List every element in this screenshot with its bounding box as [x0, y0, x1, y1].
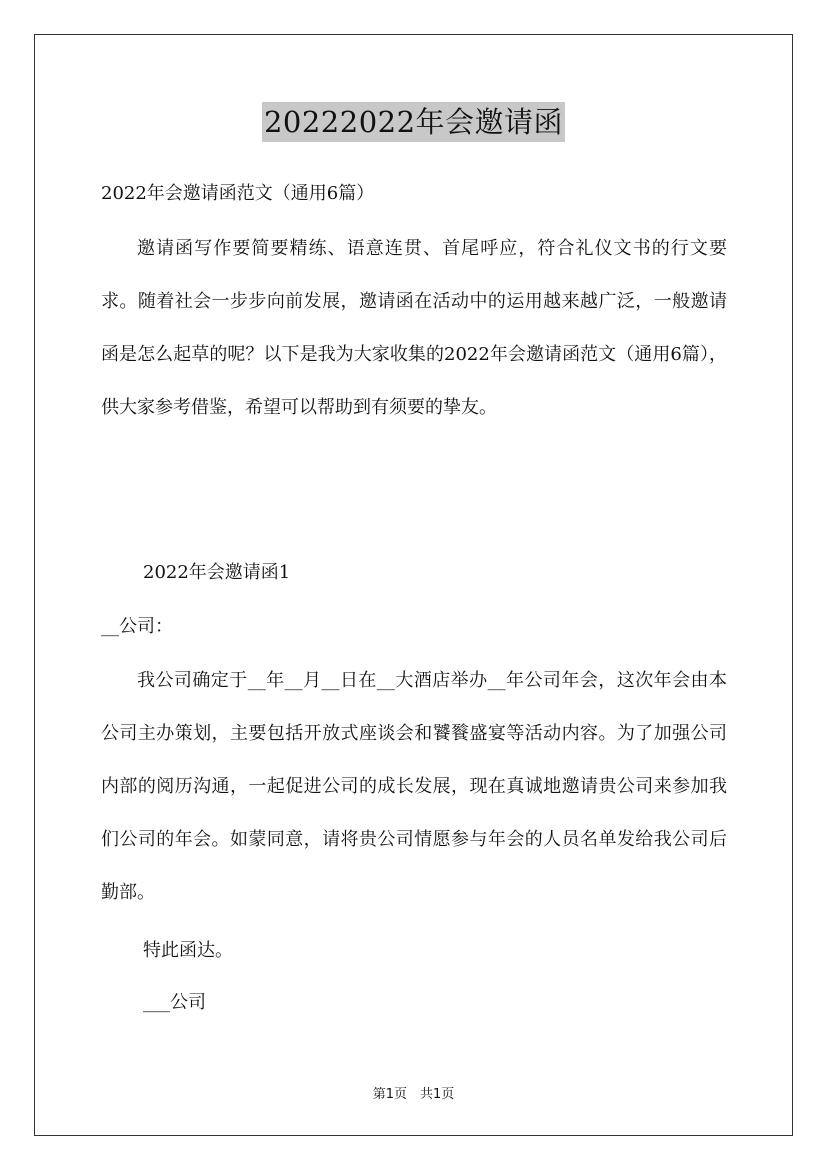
letter-paragraph: 我公司确定于__年__月__日在__大酒店举办__年公司年会，这次年会由本公司主办策划，主要包括开放式座谈会和饕餮盛宴等活动内容。为了加强公司内部的阅历沟通，一起促进公司的成长发展，现在真诚地邀请贵公司来参加我们公司的年会。如蒙同意，请将贵公司情愿参与年会的人员名单发给我公司后勤部。 — [101, 670, 727, 903]
letter-closing: 特此函达。 — [143, 940, 233, 961]
letter-addressee: __公司： — [101, 616, 173, 637]
page-footer: 第1页 共1页 — [372, 1087, 455, 1102]
intro-paragraph: 邀请函写作要简要精练、语意连贯、首尾呼应，符合礼仪文书的行文要求。随着社会一步步向前发展，邀请函在活动中的运用越来越广泛，一般邀请函是怎么起草的呢？以下是我为大家收集的2022年会邀请函范文（通用6篇），供大家参考借鉴，希望可以帮助到有须要的挚友。 — [101, 238, 727, 418]
document-subtitle: 2022年会邀请函范文（通用6篇） — [101, 183, 375, 204]
intro-section — [101, 222, 727, 434]
section-heading: 2022年会邀请函1 — [143, 562, 291, 583]
title-container — [0, 102, 827, 142]
letter-signature: ___公司 — [143, 992, 206, 1013]
letter-section — [101, 654, 727, 919]
document-title: 20222022年会邀请函 — [262, 102, 565, 142]
